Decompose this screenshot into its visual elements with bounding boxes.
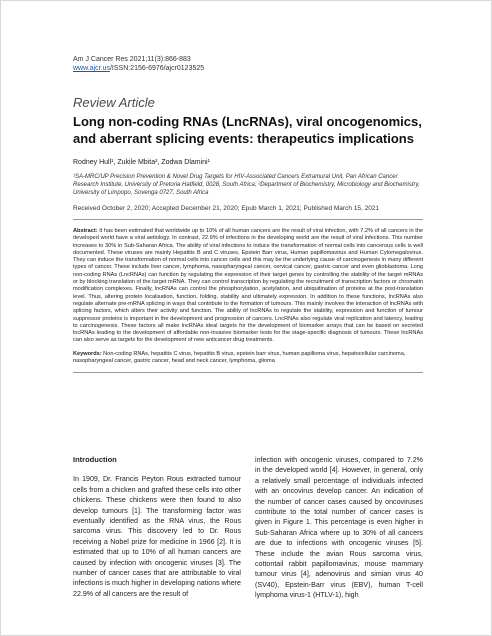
journal-citation: Am J Cancer Res 2021;11(3):866-883 xyxy=(73,56,191,63)
journal-issn: /ISSN:2156-6976/ajcr0123525 xyxy=(109,65,205,72)
journal-url-link[interactable]: www.ajcr.us xyxy=(73,65,110,72)
affiliations: ¹SA-MRC/UP Precision Prevention & Novel Drug Targets for HIV-Associated Cancers Extramural Unit, Pan African Cancer Research Institute, University of Pretoria Hatfield, 0028, South Africa; ²Department of Biochemistry, Microbiology and Biochemistry, University of Limpopo, Sovenga 0727, South Africa xyxy=(73,174,420,196)
keywords-label: Keywords: xyxy=(73,350,102,357)
introduction-heading: Introduction xyxy=(73,455,117,464)
left-column xyxy=(73,455,241,601)
divider-bottom xyxy=(73,372,423,373)
body-columns xyxy=(73,455,423,601)
divider-top xyxy=(73,219,423,220)
journal-url-line xyxy=(73,64,423,73)
publication-dates: Received October 2, 2020; Accepted December 21, 2020; Epub March 1, 2021; Published March 15, 2021 xyxy=(73,205,380,212)
article-title: Long non-coding RNAs (LncRNAs), viral oncogenomics, and aberrant splicing events: therapeutics implications xyxy=(73,114,422,146)
abstract-text: It has been estimated that worldwide up to 10% of all human cancers are the result of viral infection, with 7.2% of all cancers in the developed world have a viral aetiology. In contrast, 22.9% of infections in the developing world are the result of viral infections. This number increases to 30% in Sub-Saharan Africa. The ability of viral infections to induce the transformation of normal cells into cancerous cells is well documented. These viruses are mainly Hepatitis B and C viruses, Epstein Barr virus, Human papillomavirus and Human Cytomegalovirus. They can induce the transformation of normal cells into cancer cells and this may be the underlying cause of carcinogenesis in many different types of cancer. These include liver cancer, lymphoma, nasopharyngeal cancer, cervical cancer, gastric cancer and even glioblastoma. Long non-coding RNAs (LncRNAs) can function by regulating the expression of their target genes by controlling the stability of the target mRNAs or by blocking translation of the target mRNA. They can control transcription by regulating the recruitment of transcription factors or chromatin modification complexes. Finally, lncRNAs can control the phosphorylation, acetylation, and ubiquitination of proteins at the post-translation level. Thus, altering protein localisation, function, folding, stability and ultimately expression. In addition to these functions, lncRNAs also regulate alternate pre-mRNA splicing in ways that contribute to the formation of tumours. This mainly involves the interaction of lncRNAs with splicing factors, which alters their activity and function. The ability of lncRNAs to regulate the stability, expression and function of tumour suppressor proteins is important in the development and progression of cancers. LncRNAs also regulate viral replication and latency, leading to carcinogenesis. These factors all make lncRNAs ideal targets for the development of biomarker arrays that can be based on secreted lncRNAs leading to the development of affordable non-invasive biomarker tests for the stage-specific diagnosis of tumours. These lncRNAs can also serve as targets for the development of new anticancer drug treatments. xyxy=(73,228,424,344)
right-column xyxy=(255,455,423,601)
journal-header xyxy=(73,55,423,73)
introduction-text-right: infection with oncogenic viruses, compared to 7.2% in the developed world [4]. However, in general, only a relatively small percentage of individuals infected with an oncovirus develop cancer. An indication of the number of cancer cases caused by oncoviruses contribute to the total number of cancer cases is given in Figure 1. This percentage is even higher in Sub-Saharan Africa where up to 30% of all cancers are due to infections with oncogenic viruses [5]. These include the avian Rous sarcoma virus, cottontail rabbit papillomavirus, mouse mammary tumour virus [4], adenovirus and simian virus 40 (SV40), Epstein-Barr virus (EBV), human T-cell lymphoma virus-1 (HTLV-1), high xyxy=(255,456,423,600)
keywords-text: Non-coding RNAs, hepatitis C virus, hepatitis B virus, epstein barr virus, human papilloma virus, hepatocellular carcinoma, nasopharyngeal cancer, gastric cancer, head and neck cancer, lymphoma, glioma xyxy=(73,350,406,365)
introduction-text-left: In 1909, Dr. Francis Peyton Rous extracted tumour cells from a chicken and grafted these cells into other chickens. These chickens were then found to also develop tumours [1]. The transforming factor was eventually identified as the RNA virus, the Rous sarcoma virus. This discovery led to Dr. Rous receiving a Nobel prize for medicine in 1966 [2]. It is estimated that up to 10% of all human cancers are caused by infection with oncogenic viruses [3]. The number of cancer cases that are attributable to viral infections is much higher in developing nations where 22.9% of all cancers are the result of xyxy=(73,475,241,598)
keywords xyxy=(73,351,423,366)
author-list: Rodney Hull¹, Zukile Mbita², Zodwa Dlamini¹ xyxy=(73,159,210,166)
article-type: Review Article xyxy=(73,95,155,110)
abstract-label: Abstract: xyxy=(73,228,98,234)
paper-page xyxy=(73,55,424,600)
abstract xyxy=(73,228,423,345)
